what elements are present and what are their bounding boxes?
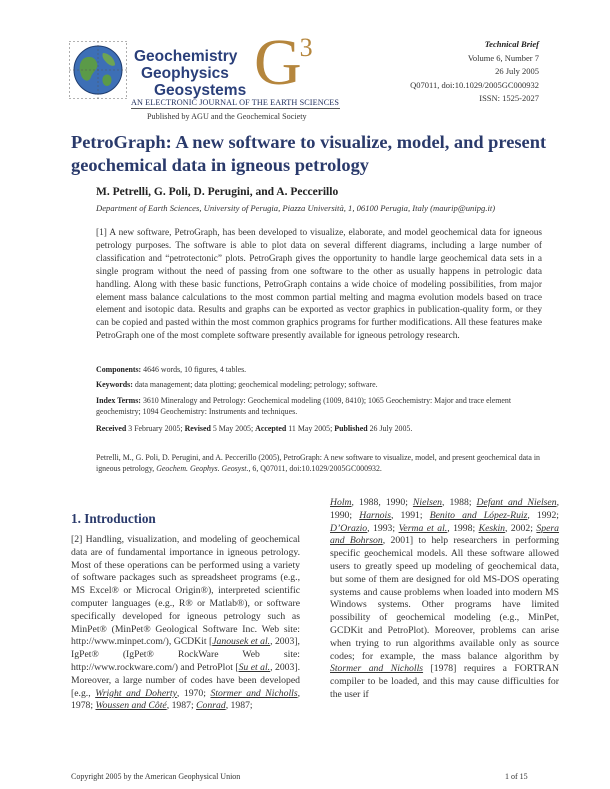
reference-link[interactable]: Harnois [359,509,391,521]
volume-number: Volume 6, Number 7 [467,52,539,63]
index-terms-line [96,395,546,417]
body-text: , 2001] to help researchers in performing specific geochemical models. All these software allowed users to greatly speed up modeling of geochemical data, but some of them are designed for old MS-DOS operating systems and cause problems when loaded into modern MS Windows systems. Other programs have limited possibility of geochemical modeling (e.g., MinPet, GCDKit and PetroPlot). Moreover, problems can arise when trying to run algorithms available only as source codes; for example, the mass balance algorithm by [330,535,559,662]
journal-name-line2: Geophysics [141,65,229,82]
publisher-line: Published by AGU and the Geochemical Society [147,112,307,121]
reference-link[interactable]: Nielsen [412,497,442,508]
article-meta [380,38,539,106]
reference-link[interactable]: Su et al. [238,661,271,673]
body-text: , 1988, 1990; [351,497,408,508]
reference-link[interactable]: Stormer and Nicholls [330,663,424,675]
paragraph-marker: [2] [71,534,83,545]
article-title: PetroGraph: A new software to visualize, model, and present geochemical data in igneous petrology [71,132,547,175]
citation-tail: , 6, Q07011, doi:10.1029/2005GC000932. [248,464,382,473]
g3-logo-superscript: 3 [299,33,313,62]
body-text: [1978] requires a FORTRAN compiler to be loaded, and this may cause difficulties for the user if [330,663,560,700]
reference-link[interactable]: Benito and López-Ruiz [429,509,528,521]
right-column [330,497,559,702]
affiliation: Department of Earth Sciences, University of Perugia, Piazza Università, 1, 06100 Perugia, Italy (maurip@unipg.it) [96,203,496,213]
journal-name-line1: Geochemistry [134,48,238,65]
journal-subtitle: AN ELECTRONIC JOURNAL OF THE EARTH SCIENCES [131,98,340,107]
issn: ISSN: 1525-2027 [479,93,539,103]
body-text: , 1993; [367,522,396,534]
body-text: , 1990; [330,497,559,521]
reference-link[interactable]: Spera and Bohrson [330,522,560,547]
index-terms-label: Index Terms: [96,396,141,405]
body-text: , 2003], IgPet® (IgPet® RockWare Web site: http://www.rockware.com/) and PetroPlot [ [71,636,300,673]
body-text: , 1992; [527,509,560,521]
reference-link[interactable]: Conrad [196,700,226,712]
reference-link[interactable]: Woussen and Côté [95,700,167,712]
page-number: 1 of 15 [505,772,528,781]
body-text: , 1998; [447,522,476,534]
abstract [96,227,542,343]
reference-link[interactable]: Verma et al. [398,522,448,534]
author-list: M. Petrelli, G. Poli, D. Perugini, and A. Peccerillo [96,186,339,198]
paragraph-marker: [1] [96,228,107,238]
body-text: , 2003]. Moreover, a large number of codes have been developed [e.g., [71,661,300,699]
body-text: , 2002; [504,522,533,534]
body-text: , 1987; [225,700,253,712]
journal-name-line3: Geosystems [154,82,247,99]
received-label: Received [96,424,127,433]
reference-link[interactable]: Holm [330,497,352,508]
doi: Q07011, doi:10.1029/2005GC000932 [410,79,539,90]
keywords-label: Keywords: [96,380,133,389]
body-text: , 1991; [390,509,423,521]
body-text: , 1987; [166,700,194,712]
article-type: Technical Brief [484,39,539,49]
publication-date: 26 July 2005 [495,66,539,76]
body-text: , 1978; [71,687,301,712]
dates-line [96,423,546,434]
accepted-date: 11 May 2005; [288,424,333,433]
reference-link[interactable]: D’Orazio [330,522,368,534]
reference-link[interactable]: Defant and Nielsen [476,497,557,508]
citation-text: Petrelli, M., G. Poli, D. Perugini, and A. Peccerillo (2005), PetroGraph: A new software to visualize, model, and present geochemical data in igneous petrology, [96,453,540,473]
reference-link[interactable]: Keskin [478,522,505,534]
abstract-text: A new software, PetroGraph, has been developed to visualize, elaborate, and model geochemical data for igneous petrology purposes. The software is able to plot data on several different diagrams, including a large number of classification and “petrotectonic” plots. PetroGraph gives the opportunity to handle large geochemical data sets in a single program without the need of passing from one software to the other as usually happens in petrologic data handling. Along with these basic functions, PetroGraph contains a wide choice of modeling possibilities, from major element mass balance calculations to the most common partial melting and magma evolution models based on trace element and isotopic data. Results and graphs can be exported as vector graphics in publication-quality form, or they can be copied and pasted within the most common graphics programs for further modifications. All these features make PetroGraph one of the most complete software presently available for igneous petrology research. [96,228,542,342]
header-divider [131,108,340,109]
keywords-line [96,379,546,390]
reference-link[interactable]: Janousek et al. [212,636,271,648]
received-date: 3 February 2005; [128,424,183,433]
accepted-label: Accepted [255,424,287,433]
reference-link[interactable]: Wright and Doherty [95,687,177,699]
components-label: Components: [96,365,142,374]
published-label: Published [334,424,368,433]
citation [96,452,546,474]
journal-name [134,48,269,99]
index-terms-value: 3610 Mineralogy and Petrology: Geochemical modeling (1009, 8410); 1065 Geochemistry: Major and trace element geochemistry; 1094 Geochemistry: Instruments and techniques. [96,396,512,416]
copyright-notice: Copyright 2005 by the American Geophysical Union [71,772,241,781]
keywords-value: data management; data plotting; geochemical modeling; petrology; software. [134,380,378,389]
revised-label: Revised [184,424,211,433]
body-text: , 1970; [176,687,206,699]
components-value: 4646 words, 10 figures, 4 tables. [143,365,247,374]
revised-date: 5 May 2005; [212,424,254,433]
left-column [71,534,300,713]
body-text: Handling, visualization, and modeling of geochemical data are of fundamental importance in igneous petrology. Most of these operations can be performed using a variety of software packages such as spreadsheet programs (e.g., MS Excel® or Microcal Origin®), interpreted scientific computer languages (e.g., R® or Matlab®), or software specifically developed for igneous petrology such as MinPet® (MinPet® Geological Software Inc. Web site: http://www.minpet.com/), GCDKit [ [71,534,301,648]
body-text: , 1988; [441,497,472,508]
published-date: 26 July 2005. [369,424,413,433]
components-line [96,364,546,375]
reference-link[interactable]: Stormer and Nicholls [210,687,298,699]
globe-logo-icon [69,41,127,99]
g3-logo-letter: G [254,26,302,99]
section-heading: 1. Introduction [71,511,156,526]
citation-journal: Geochem. Geophys. Geosyst. [156,464,249,473]
